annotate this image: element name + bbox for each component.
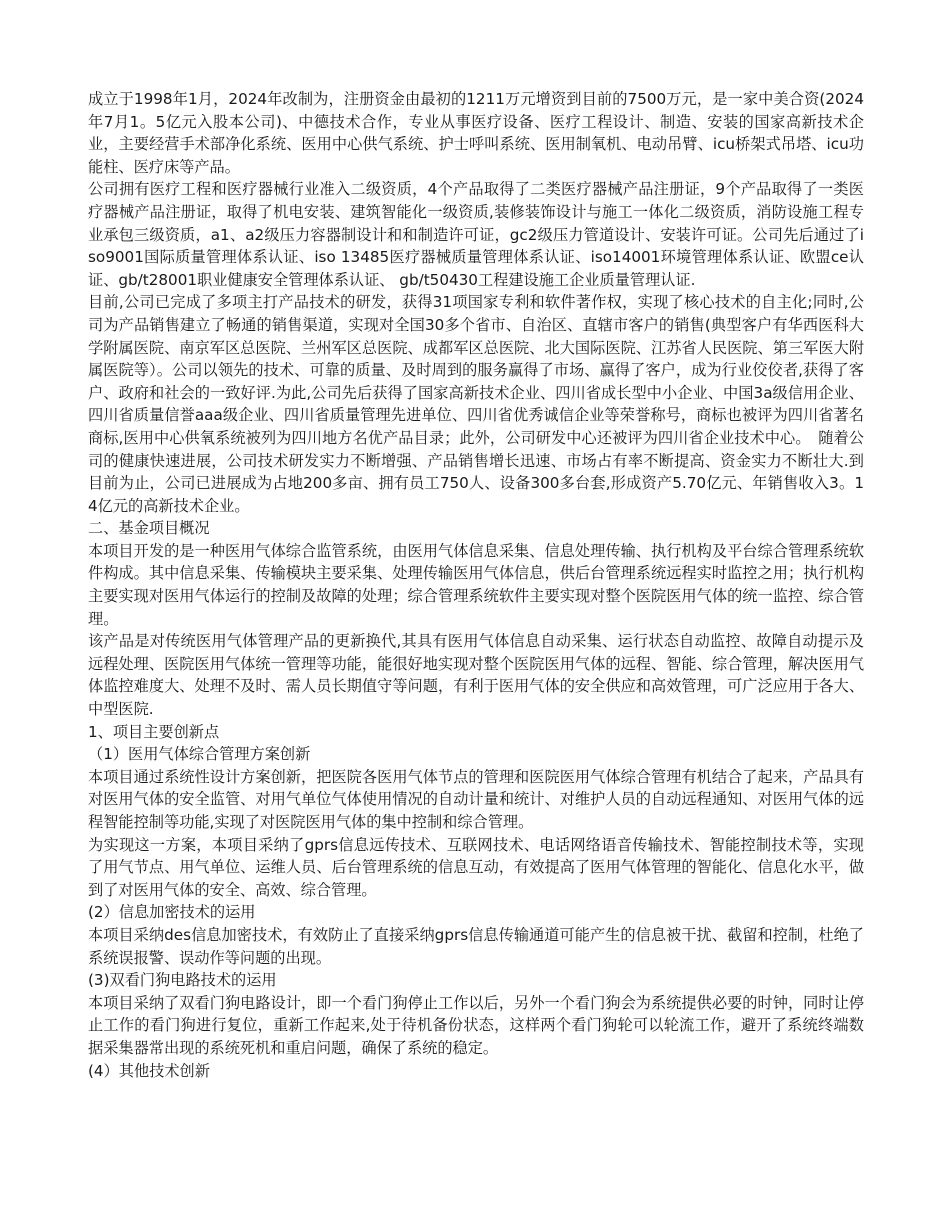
paragraph-innovation-3: 本项目采纳了双看门狗电路设计，即一个看门狗停止工作以后，另外一个看门狗会为系统提供必要的时钟，同时让停止工作的看门狗进行复位，重新工作起来,处于待机备份状态，这样两个看门狗轮可以轮流工作，避开了系统终端数据采集器常出现的系统死机和重启问题，确保了系统的稳定。	[88, 993, 864, 1057]
paragraph-company-intro: 成立于1998年1月，2024年改制为，注册资金由最初的1211万元增资到目前的7500万元，是一家中美合资(2024年7月1。5亿元入股本公司)、中德技术合作，专业从事医疗设备、医疗工程设计、制造、安装的国家高新技术企业，主要经营手术部净化系统、医用中心供气系统、护士呼叫系统、医用制氧机、电动吊臂、icu桥架式吊塔、icu功能柱、医疗床等产品。	[88, 90, 864, 176]
paragraph-qualifications: 公司拥有医疗工程和医疗器械行业准入二级资质，4个产品取得了二类医疗器械产品注册证，9个产品取得了一类医疗器械产品注册证，取得了机电安装、建筑智能化一级资质,装修装饰设计与施工一体化二级资质，消防设施工程专业承包三级资质，a1、a2级压力容器制设计和和制造许可证，gc2级压力管道设计、安装许可证。公司先后通过了iso9001国际质量管理体系认证、iso 13485医疗器械质量管理体系认证、iso14001环境管理体系认证、欧盟ce认证、gb/t28001职业健康安全管理体系认证、 gb/t50430工程建设施工企业质量管理认证.	[88, 180, 864, 289]
paragraph-innovation-2: 本项目采纳des信息加密技术，有效防止了直接采纳gprs信息传输通道可能产生的信息被干扰、截留和控制，杜绝了系统误报警、误动作等问题的出现。	[88, 925, 864, 967]
subheading-innovation-1: （1）医用气体综合管理方案创新	[88, 745, 311, 764]
subheading-innovation-2: (2）信息加密技术的运用	[88, 903, 256, 922]
section-heading-fund-overview: 二、基金项目概况	[88, 519, 210, 538]
subheading-innovation-4: (4）其他技术创新	[88, 1061, 210, 1080]
paragraph-innovation-1-b: 为实现这一方案，本项目采纳了gprs信息远传技术、互联网技术、电话网络语音传输技术、智能控制技术等，实现了用气节点、用气单位、运维人员、后台管理系统的信息互动，有效提高了医用气体管理的智能化、信息化水平，做到了对医用气体的安全、高效、综合管理。	[88, 835, 864, 899]
paragraph-product-features: 该产品是对传统医用气体管理产品的更新换代,其具有医用气体信息自动采集、运行状态自动监控、故障自动提示及远程处理、医院医用气体统一管理等功能，能很好地实现对整个医院医用气体的远程、智能、综合管理，解决医用气体监控难度大、处理不及时、需人员长期值守等问题，有利于医用气体的安全供应和高效管理，可广泛应用于各大、中型医院.	[88, 632, 864, 719]
paragraph-innovation-1-a: 本项目通过系统性设计方案创新，把医院各医用气体节点的管理和医院医用气体综合管理有机结合了起来，产品具有对医用气体的安全监管、对用气单位气体使用情况的自动计量和统计、对维护人员的自动远程通知、对医用气体的远程智能控制等功能,实现了对医院医用气体的集中控制和综合管理。	[88, 767, 864, 831]
paragraph-project-description: 本项目开发的是一种医用气体综合监管系统，由医用气体信息采集、信息处理传输、执行机构及平台综合管理系统软件构成。其中信息采集、传输模块主要采集、处理传输医用气体信息，供后台管理系统远程实时监控之用；执行机构主要实现对医用气体运行的控制及故障的处理；综合管理系统软件主要实现对整个医院医用气体的统一监控、综合管理。	[88, 541, 864, 628]
document-body	[88, 88, 864, 1082]
subheading-innovations: 1、项目主要创新点	[88, 722, 220, 741]
subheading-innovation-3: (3)双看门狗电路技术的运用	[88, 971, 277, 990]
paragraph-achievements: 目前,公司已完成了多项主打产品技术的研发，获得31项国家专利和软件著作权，实现了核心技术的自主化;同时,公司为产品销售建立了畅通的销售渠道，实现对全国30多个省市、自治区、直辖市客户的销售(典型客户有华西医科大学附属医院、南京军区总医院、兰州军区总医院、成都军区总医院、北大国际医院、江苏省人民医院、第三军医大附属医院等）。公司以领先的技术、可靠的质量、及时周到的服务赢得了市场、赢得了客户，成为行业佼佼者,获得了客户、政府和社会的一致好评.为此,公司先后获得了国家高新技术企业、四川省成长型中小企业、中国3a级信用企业、四川省质量信誉aaa级企业、四川省质量管理先进单位、四川省优秀诚信企业等荣誉称号，商标也被评为四川省著名商标,医用中心供氧系统被列为四川地方名优产品目录；此外，公司研发中心还被评为四川省企业技术中心。 随着公司的健康快速进展，公司技术研发实力不断增强、产品销售增长迅速、市场占有率不断提高、资金实力不断壮大.到目前为止，公司已进展成为占地200多亩、拥有员工750人、设备300多台套,形成资产5.70亿元、年销售收入3。14亿元的高新技术企业。	[88, 293, 864, 515]
